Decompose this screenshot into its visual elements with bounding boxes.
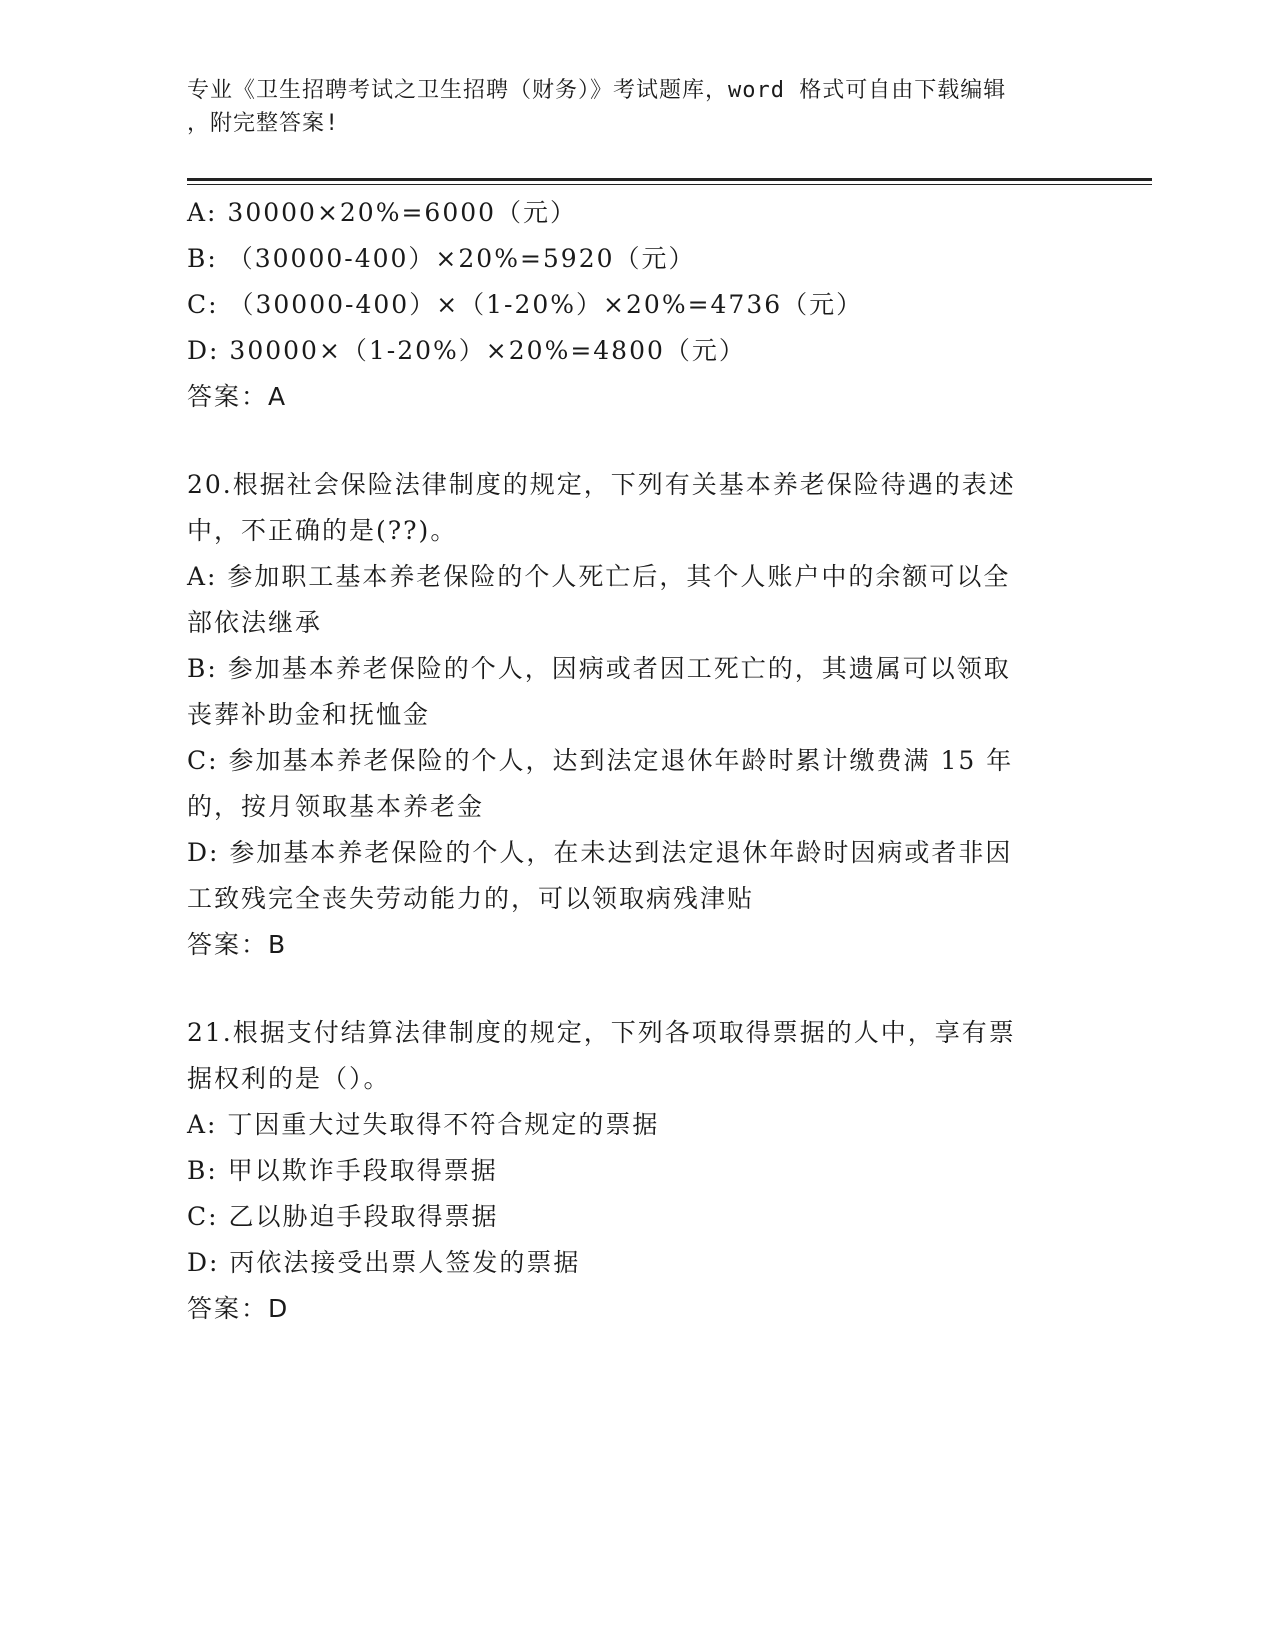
- question-19-block: [187, 190, 1087, 420]
- q20-option-c-line-2: 的，按月领取基本养老金: [187, 792, 485, 821]
- q21-stem-line-2: 据权利的是（）。: [187, 1064, 391, 1093]
- q20-option-a-line-1: A: 参加职工基本养老保险的个人死亡后，其个人账户中的余额可以全: [187, 562, 1011, 591]
- spacer: [187, 968, 1087, 1010]
- q19-option-d: D: 30000×（1-20%）×20%=4800（元）: [187, 336, 746, 365]
- q20-option-a-line-2: 部依法继承: [187, 608, 323, 637]
- q19-option-b: B: （30000-400）×20%=5920（元）: [187, 244, 696, 273]
- header-rule-thin: [187, 184, 1152, 185]
- q20-option-b-line-1: B: 参加基本养老保险的个人，因病或者因工死亡的，其遗属可以领取: [187, 654, 1011, 683]
- q21-answer: 答案：D: [187, 1294, 290, 1323]
- q19-option-a: A: 30000×20%=6000（元）: [187, 198, 578, 227]
- q20-option-d-line-2: 工致残完全丧失劳动能力的，可以领取病残津贴: [187, 884, 755, 913]
- q21-stem-line-1: 21.根据支付结算法律制度的规定，下列各项取得票据的人中，享有票: [187, 1018, 1016, 1047]
- q19-answer: 答案：A: [187, 382, 288, 411]
- q20-option-c-line-1: C: 参加基本养老保险的个人，达到法定退休年龄时累计缴费满 15 年: [187, 746, 1014, 775]
- q20-option-b-line-2: 丧葬补助金和抚恤金: [187, 700, 431, 729]
- document-header: [187, 74, 1087, 140]
- header-line-2: ，附完整答案!: [187, 111, 340, 136]
- question-21-block: [187, 1010, 1087, 1332]
- header-line-1: 专业《卫生招聘考试之卫生招聘（财务）》考试题库，word 格式可自由下载编辑: [187, 78, 1007, 103]
- q19-option-c: C: （30000-400）×（1-20%）×20%=4736（元）: [187, 290, 864, 319]
- q20-option-d-line-1: D: 参加基本养老保险的个人，在未达到法定退休年龄时因病或者非因: [187, 838, 1013, 867]
- q21-option-c: C: 乙以胁迫手段取得票据: [187, 1202, 499, 1231]
- q21-option-a: A: 丁因重大过失取得不符合规定的票据: [187, 1110, 660, 1139]
- spacer: [187, 420, 1087, 462]
- question-20-block: [187, 462, 1087, 968]
- q21-option-d: D: 丙依法接受出票人签发的票据: [187, 1248, 581, 1277]
- q20-stem-line-1: 20.根据社会保险法律制度的规定，下列有关基本养老保险待遇的表述: [187, 470, 1016, 499]
- q21-option-b: B: 甲以欺诈手段取得票据: [187, 1156, 498, 1185]
- question-content: [187, 190, 1087, 1332]
- q20-stem-line-2: 中，不正确的是(??)。: [187, 516, 458, 545]
- header-rule-thick: [187, 178, 1152, 181]
- q20-answer: 答案：B: [187, 930, 288, 959]
